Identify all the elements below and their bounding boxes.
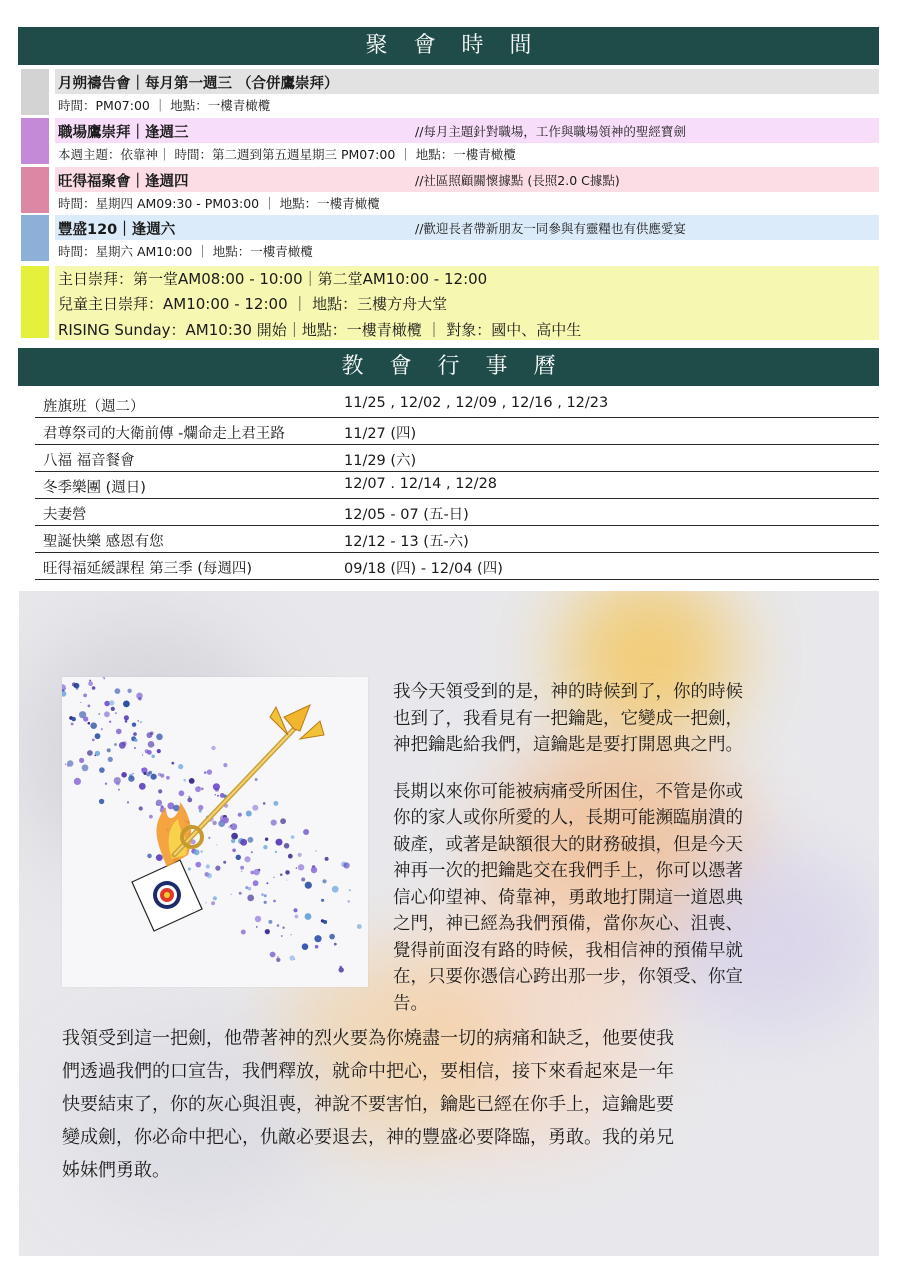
devotion-line: 你的家人或你所愛的人，長期可能瀕臨崩潰的: [393, 808, 743, 828]
meeting-title: 旺得福聚會｜逢週四: [58, 174, 189, 190]
event-date: 12/07 . 12/14 , 12/28: [344, 476, 498, 492]
meeting-title: 豐盛120｜逢週六: [58, 222, 176, 238]
sunday-color-swatch: [21, 266, 49, 338]
calendar-row: [35, 472, 879, 499]
calendar-row: [35, 499, 879, 526]
meeting-color-swatch: [21, 167, 49, 213]
devotion-line: 破產，或著是缺額很大的財務破損，但是今天: [393, 834, 743, 855]
devotion-bottom-text: [62, 1022, 674, 1187]
event-date: 11/25 , 12/02 , 12/09 , 12/16 , 12/23: [344, 395, 609, 411]
event-name: 夫妻營: [43, 507, 87, 523]
devotion-line: 我領受到這一把劍，他帶著神的烈火要為你燒盡一切的病痛和缺乏，他要使我: [62, 1028, 674, 1049]
event-name: 八福 福音餐會: [43, 453, 135, 469]
devotion-line: 我今天領受到的是，神的時候到了，你的時候: [393, 682, 743, 702]
calendar-row: [35, 391, 879, 418]
devotion-line: 們透過我們的口宣告，我們釋放，就命中把心，要相信，接下來看起來是一年: [62, 1061, 674, 1082]
meeting-color-swatch: [21, 69, 49, 115]
event-date: 11/27 (四): [344, 426, 417, 442]
devotion-line: 姊妹們勇敢。: [62, 1160, 170, 1181]
meeting-color-swatch: [21, 215, 49, 261]
devotion-line: 告。: [393, 993, 428, 1014]
devotion-line: 變成劍，你必命中把心，仇敵必要退去，神的豐盛必要降臨，勇敢。我的弟兄: [62, 1127, 674, 1148]
event-name: 旌旗班（週二）: [43, 399, 145, 415]
meeting-note: //每月主題針對職場，工作與職場領神的聖經寶劍: [415, 124, 686, 139]
devotion-line: 覺得前面沒有路的時候，我相信神的預備早就: [393, 940, 743, 961]
meetings-header: [18, 27, 879, 65]
devotion-line: 長期以來你可能被病痛受所困住，不管是你或: [393, 781, 743, 802]
meeting-note: //社區照顧關懷據點 (長照2.0 C據點): [415, 173, 620, 188]
children-service-times: 兒童主日崇拜：AM10:00 - 12:00 ｜ 地點：三樓方舟大堂: [58, 295, 448, 313]
calendar-title: 教會行事曆: [341, 354, 582, 379]
event-date: 12/05 - 07 (五-日): [344, 507, 469, 523]
event-name: 冬季樂團 (週日): [43, 480, 146, 496]
devotion-line: 神再一次的把鑰匙交在我們手上，你可以憑著: [393, 861, 743, 881]
devotion-line: 在，只要你憑信心跨出那一步，你領受、你宣: [393, 967, 743, 987]
event-date: 09/18 (四) - 12/04 (四): [344, 561, 503, 577]
meetings-title: 聚會時間: [365, 33, 558, 58]
event-date: 12/12 - 13 (五-六): [344, 534, 469, 550]
devotion-panel: [19, 591, 879, 1256]
devotion-line: 也到了，我看見有一把鑰匙，它變成一把劍，: [393, 708, 743, 729]
key-sword-artwork: [62, 677, 368, 987]
meeting-detail: 時間：星期四 AM09:30 - PM03:00 ｜ 地點：一樓青橄欖: [58, 196, 380, 211]
meeting-color-swatch: [21, 118, 49, 164]
calendar-row: [35, 418, 879, 445]
sunday-service-times: 主日崇拜：第一堂AM08:00 - 10:00｜第二堂AM10:00 - 12:00: [58, 270, 488, 288]
meeting-note: //歡迎長者帶新朋友一同參與有靈糧也有供應愛宴: [415, 221, 686, 236]
event-name: 旺得福延緩課程 第三季 (每週四): [43, 561, 253, 577]
meeting-title: 月朔禱告會｜每月第一週三 （合併鷹崇拜）: [58, 76, 339, 92]
rising-sunday-times: RISING Sunday：AM10:30 開始｜地點：一樓青橄欖 ｜ 對象：國中、高中生: [58, 321, 582, 339]
event-name: 君尊祭司的大衛前傳 -爛命走上君王路: [43, 426, 285, 442]
meeting-detail: 本週主題：依靠神｜ 時間：第二週到第五週星期三 PM07:00 ｜ 地點：一樓青橄欖: [58, 147, 516, 162]
devotion-line: 神把鑰匙給我們，這鑰匙是要打開恩典之門。: [393, 735, 743, 755]
meeting-detail: 時間：PM07:00 ｜ 地點：一樓青橄欖: [58, 98, 271, 113]
meeting-title: 職場鷹崇拜｜逢週三: [58, 125, 189, 141]
calendar-row: [35, 526, 879, 553]
devotion-line: [393, 759, 743, 779]
event-name: 聖誕快樂 感恩有您: [43, 534, 164, 550]
meeting-detail: 時間：星期六 AM10:00 ｜ 地點：一樓青橄欖: [58, 244, 313, 259]
calendar-row: [35, 553, 879, 580]
event-date: 11/29 (六): [344, 453, 417, 469]
devotion-line: 信心仰望神、倚靠神，勇敢地打開這一道恩典: [393, 887, 743, 908]
devotion-line: 之門，神已經為我們預備，當你灰心、沮喪、: [393, 914, 743, 934]
calendar-header: [18, 348, 879, 386]
devotion-right-text: [393, 679, 743, 1017]
calendar-row: [35, 445, 879, 472]
devotion-line: 快要結束了，你的灰心與沮喪，神說不要害怕，鑰匙已經在你手上，這鑰匙要: [62, 1094, 674, 1115]
